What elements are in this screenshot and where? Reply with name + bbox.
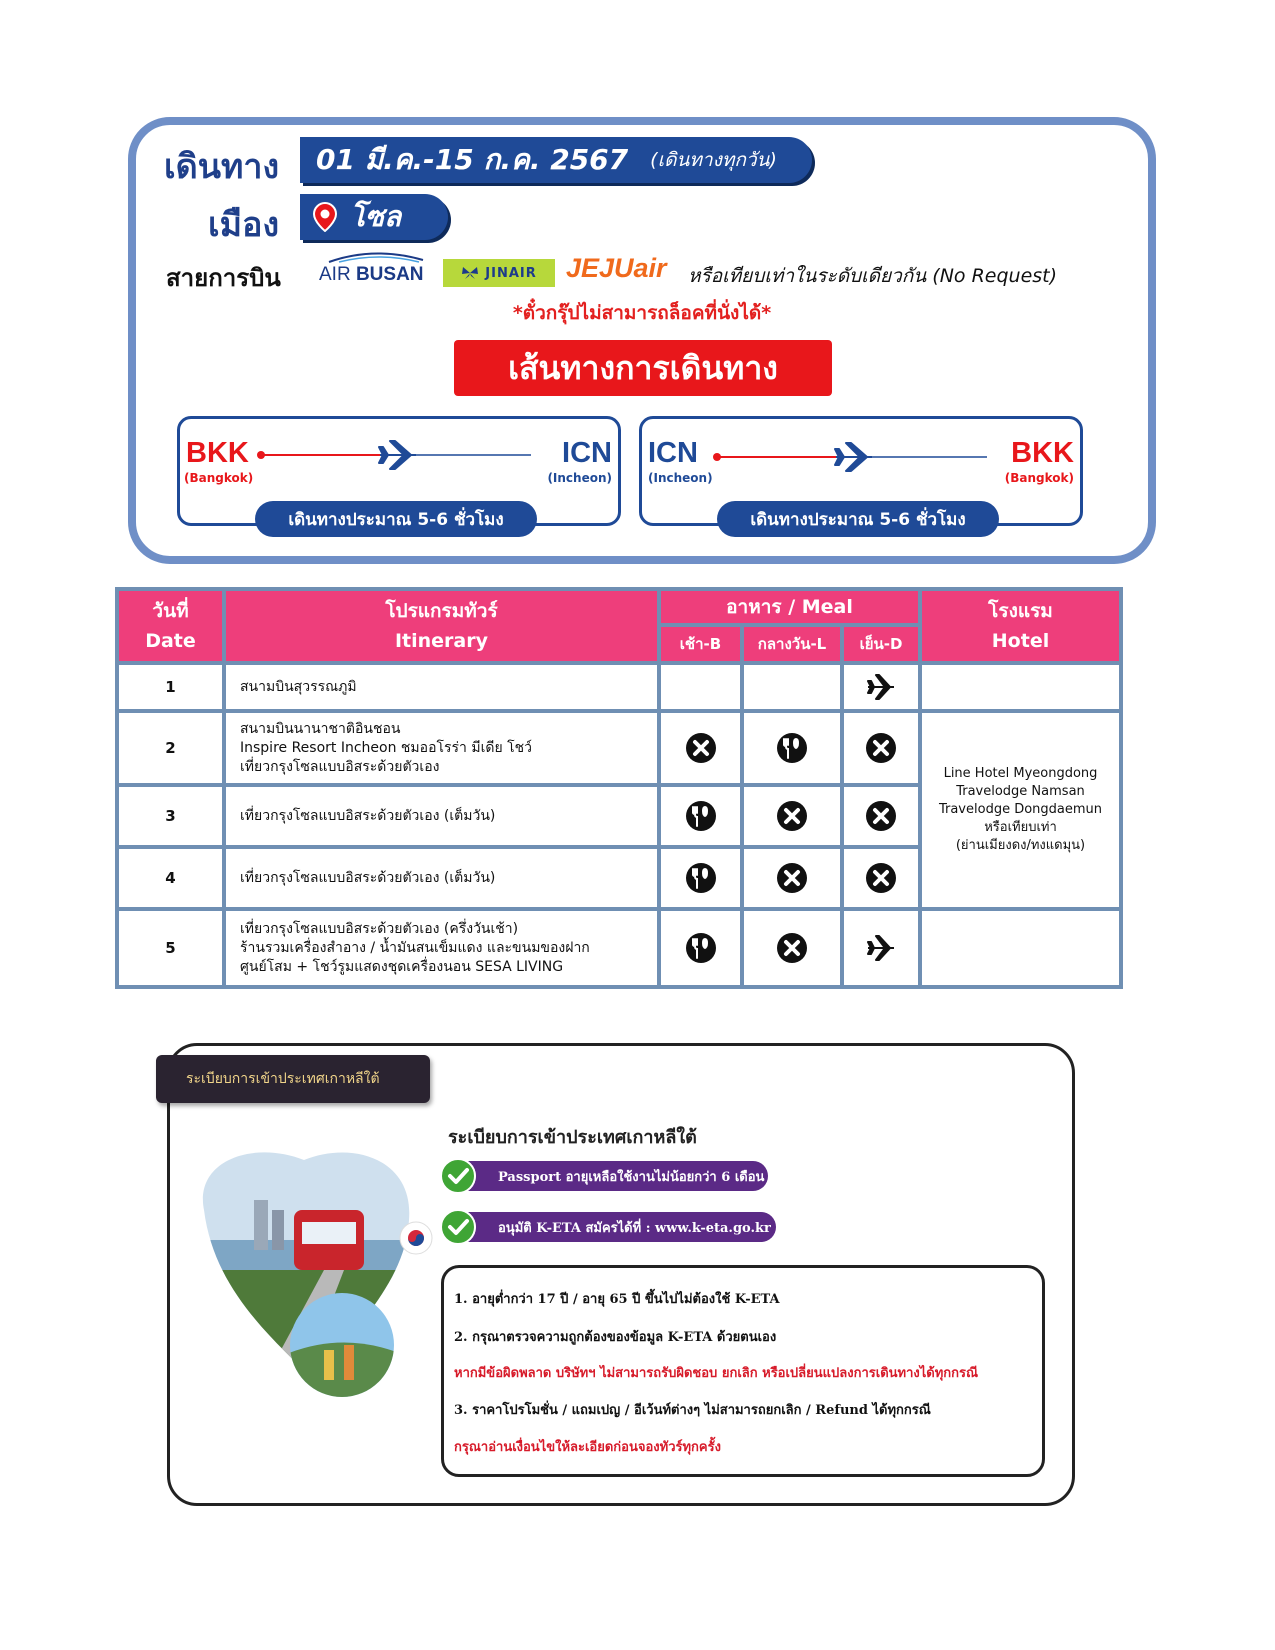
route-return — [639, 416, 1083, 530]
seat-warning: *ตั๋วกรุ๊ปไม่สามารถล็อคที่นั่งได้* — [512, 302, 772, 324]
route-outbound — [177, 416, 621, 530]
meal-cell — [842, 909, 920, 987]
route-to-code: ICN — [562, 437, 612, 469]
route-duration: เดินทางประมาณ 5-6 ชั่วโมง — [717, 501, 999, 537]
meal-cell — [742, 711, 842, 785]
date-pill — [300, 137, 812, 183]
trip-info-card — [128, 117, 1156, 564]
route-title: เส้นทางการเดินทาง — [454, 340, 832, 396]
meal-cell — [742, 909, 842, 987]
passport-requirement: Passport อายุเหลือใช้งานไม่น้อยกว่า 6 เดือน — [456, 1161, 768, 1191]
note-line: 1. อายุต่ำกว่า 17 ปี / อายุ 65 ปี ขึ้นไปไม่ต้องใช้ K-ETA — [454, 1292, 780, 1307]
city-pill — [300, 194, 448, 240]
no-meal-icon — [865, 800, 897, 832]
table-row — [117, 663, 1121, 711]
location-pin-icon — [312, 202, 338, 232]
route-from-code: ICN — [648, 437, 698, 469]
city-name: โซล — [350, 200, 402, 233]
day-number: 3 — [117, 785, 224, 847]
note-line-warning: กรุณาอ่านเงื่อนไขให้ละเอียดก่อนจองทัวร์ทุกครั้ง — [454, 1440, 721, 1455]
hotel-cell: Line Hotel Myeongdong Travelodge Namsan Travelodge Dongdaemun หรือเทียบเท่า (ย่านเมียงดง/ทงแดมุน) — [920, 711, 1121, 909]
entry-notes-box — [441, 1265, 1045, 1477]
korea-travel-photo — [184, 1140, 444, 1400]
note-line: 2. กรุณาตรวจความถูกต้องของข้อมูล K-ETA ด้วยตนเอง — [454, 1330, 777, 1345]
hotel-header: โรงแรม Hotel — [920, 589, 1121, 663]
meal-included-icon — [776, 732, 808, 764]
breakfast-header: เช้า-B — [659, 625, 742, 663]
meal-cell — [659, 663, 742, 711]
check-icon — [440, 1209, 476, 1245]
no-meal-icon — [776, 862, 808, 894]
flight-path-icon — [712, 439, 992, 479]
jin-air-logo: JINAIR — [443, 259, 555, 287]
travel-date-note: (เดินทางทุกวัน) — [650, 149, 777, 171]
day-number: 4 — [117, 847, 224, 909]
route-from-city: (Incheon) — [648, 471, 713, 485]
butterfly-icon — [461, 266, 479, 280]
route-to-city: (Bangkok) — [1004, 471, 1074, 485]
no-meal-icon — [776, 932, 808, 964]
table-row — [117, 909, 1121, 987]
air-busan-swoosh-icon — [319, 250, 429, 264]
jeju-air-logo: JEJUair — [566, 253, 667, 283]
table-row — [117, 711, 1121, 785]
note-line-warning: หากมีข้อผิดพลาด บริษัทฯ ไม่สามารถรับผิดชอบ ยกเลิก หรือเปลี่ยนแปลงการเดินทางได้ทุกกรณี — [454, 1366, 979, 1381]
meal-included-icon — [685, 800, 717, 832]
hotel-cell — [920, 909, 1121, 987]
day-number: 1 — [117, 663, 224, 711]
date-header: วันที่ Date — [117, 589, 224, 663]
no-meal-icon — [776, 800, 808, 832]
route-to-city: (Incheon) — [547, 471, 612, 485]
plane-icon — [865, 932, 897, 964]
airline-note: หรือเทียบเท่าในระดับเดียวกัน (No Request) — [688, 265, 1058, 287]
meal-cell — [659, 711, 742, 785]
meal-cell — [742, 785, 842, 847]
keta-requirement: อนุมัติ K-ETA สมัครได้ที่ : www.k-eta.go.kr — [456, 1212, 776, 1242]
route-from-code: BKK — [186, 437, 249, 469]
travel-date: 01 มี.ค.-15 ก.ค. 2567 — [316, 143, 629, 176]
meal-cell — [842, 785, 920, 847]
route-to-code: BKK — [1011, 437, 1074, 469]
meal-cell — [842, 711, 920, 785]
note-line: 3. ราคาโปรโมชั่น / แถมเปญ / อีเว้นท์ต่างๆ ไม่สามารถยกเลิก / Refund ได้ทุกกรณี — [454, 1403, 931, 1418]
airline-label: สายการบิน — [166, 264, 281, 292]
meal-cell — [842, 847, 920, 909]
depart-label: เดินทาง — [164, 147, 280, 187]
no-meal-icon — [865, 732, 897, 764]
day-number: 5 — [117, 909, 224, 987]
hotel-cell — [920, 663, 1121, 711]
city-label: เมือง — [208, 205, 280, 245]
no-meal-icon — [685, 732, 717, 764]
day-itinerary: เที่ยวกรุงโซลแบบอิสระด้วยตัวเอง (ครึ่งวันเช้า) ร้านรวมเครื่องสำอาง / น้ำมันสนเข็มแดง และขนมของฝาก ศูนย์โสม + โชว์รูมแสดงชุดเครื่องนอน SESA LIVING — [224, 909, 659, 987]
day-itinerary: สนามบินสุวรรณภูมิ — [224, 663, 659, 711]
entry-tab: ระเบียบการเข้าประเทศเกาหลีใต้ — [156, 1055, 430, 1103]
meal-included-icon — [685, 862, 717, 894]
meal-cell — [659, 785, 742, 847]
itinerary-table — [115, 587, 1123, 989]
entry-title: ระเบียบการเข้าประเทศเกาหลีใต้ — [448, 1127, 697, 1148]
day-itinerary: เที่ยวกรุงโซลแบบอิสระด้วยตัวเอง (เต็มวัน) — [224, 847, 659, 909]
meal-included-icon — [685, 932, 717, 964]
lunch-header: กลางวัน-L — [742, 625, 842, 663]
day-itinerary: เที่ยวกรุงโซลแบบอิสระด้วยตัวเอง (เต็มวัน) — [224, 785, 659, 847]
route-from-city: (Bangkok) — [184, 471, 254, 485]
meal-cell — [742, 663, 842, 711]
meal-cell — [842, 663, 920, 711]
meal-header: อาหาร / Meal — [659, 589, 920, 625]
no-meal-icon — [865, 862, 897, 894]
meal-cell — [659, 909, 742, 987]
check-icon — [440, 1158, 476, 1194]
day-number: 2 — [117, 711, 224, 785]
meal-cell — [659, 847, 742, 909]
air-busan-logo — [319, 250, 429, 286]
itinerary-header: โปรแกรมทัวร์ Itinerary — [224, 589, 659, 663]
day-itinerary: สนามบินนานาชาติอินชอน Inspire Resort Incheon ชมออโรร่า มีเดีย โชว์ เที่ยวกรุงโซลแบบอิสระด้วยตัวเอง — [224, 711, 659, 785]
air-busan-text: AIR BUSAN — [319, 264, 424, 285]
plane-icon — [865, 671, 897, 703]
dinner-header: เย็น-D — [842, 625, 920, 663]
meal-cell — [742, 847, 842, 909]
flight-path-icon — [256, 437, 536, 477]
route-duration: เดินทางประมาณ 5-6 ชั่วโมง — [255, 501, 537, 537]
